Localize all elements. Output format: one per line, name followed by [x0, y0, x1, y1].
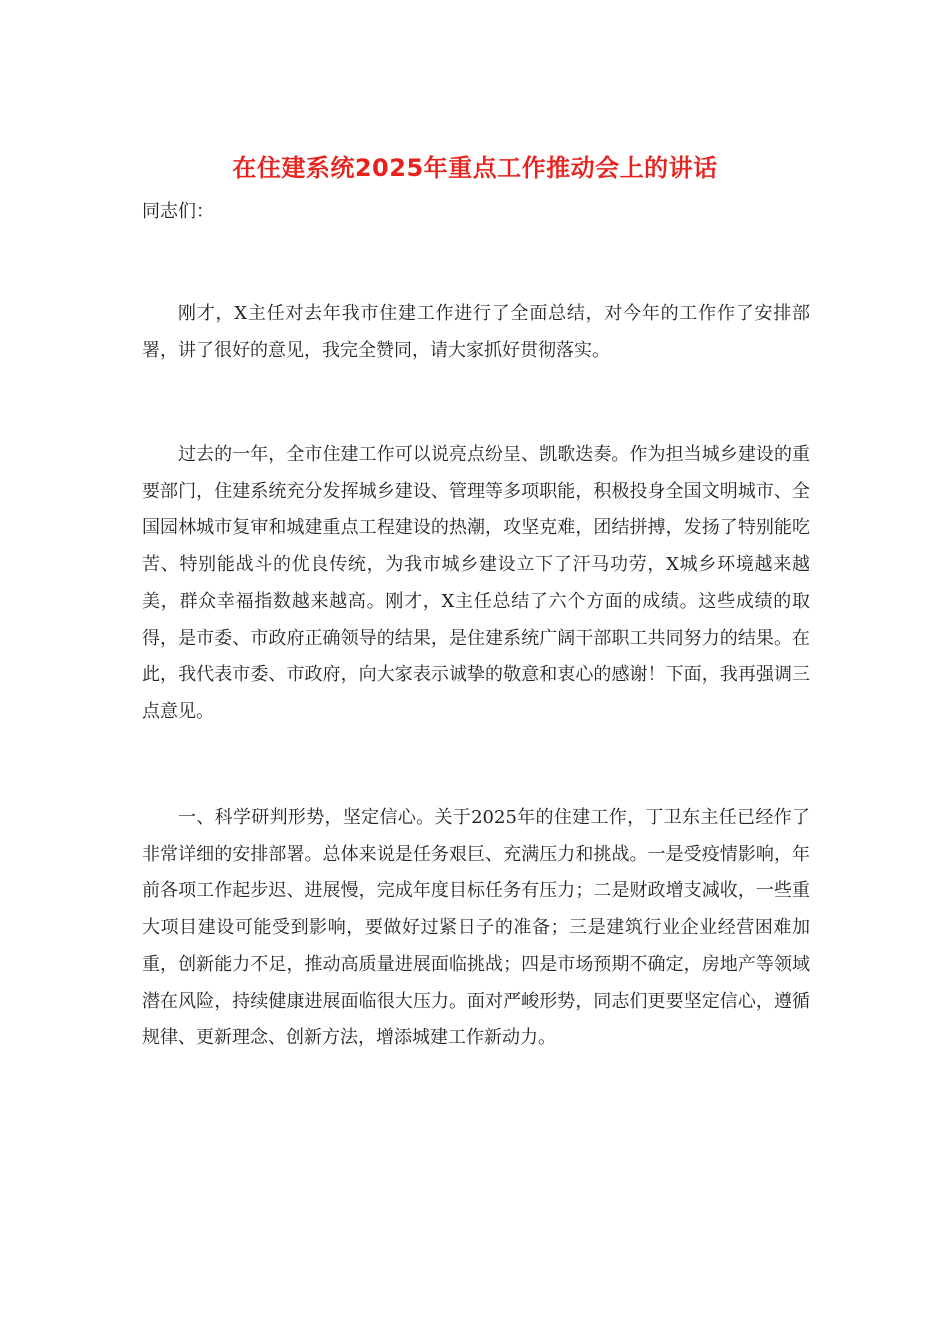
document-title: 在住建系统2025年重点工作推动会上的讲话 [232, 154, 718, 182]
paragraph-point-one: 一、科学研判形势，坚定信心。关于2025年的住建工作，丁卫东主任已经作了非常详细的安排部署。总体来说是任务艰巨、充满压力和挑战。一是受疫情影响，年前各项工作起步迟、进展慢，完成年度目标任务有压力；二是财政增支减收，一些重大项目建设可能受到影响，要做好过紧日子的准备；三是建筑行业企业经营困难加重，创新能力不足，推动高质量进展面临挑战；四是市场预期不确定，房地产等领域潜在风险，持续健康进展面临很大压力。面对严峻形势，同志们更要坚定信心，遵循规律、更新理念、创新方法，增添城建工作新动力。 [142, 807, 810, 1049]
paragraph-opening: 刚才，X主任对去年我市住建工作进行了全面总结，对今年的工作作了安排部署，讲了很好的意见，我完全赞同，请大家抓好贯彻落实。 [142, 303, 810, 361]
salutation: 同志们： [142, 201, 214, 222]
paragraph-review: 过去的一年，全市住建工作可以说亮点纷呈、凯歌迭奏。作为担当城乡建设的重要部门，住建系统充分发挥城乡建设、管理等多项职能，积极投身全国文明城市、全国园林城市复审和城建重点工程建设的热潮，攻坚克难，团结拼搏，发扬了特别能吃苦、特别能战斗的优良传统，为我市城乡建设立下了汗马功劳，X城乡环境越来越美，群众幸福指数越来越高。刚才，X主任总结了六个方面的成绩。这些成绩的取得，是市委、市政府正确领导的结果，是住建系统广阔干部职工共同努力的结果。在此，我代表市委、市政府，向大家表示诚挚的敬意和衷心的感谢！下面，我再强调三点意见。 [142, 444, 810, 722]
